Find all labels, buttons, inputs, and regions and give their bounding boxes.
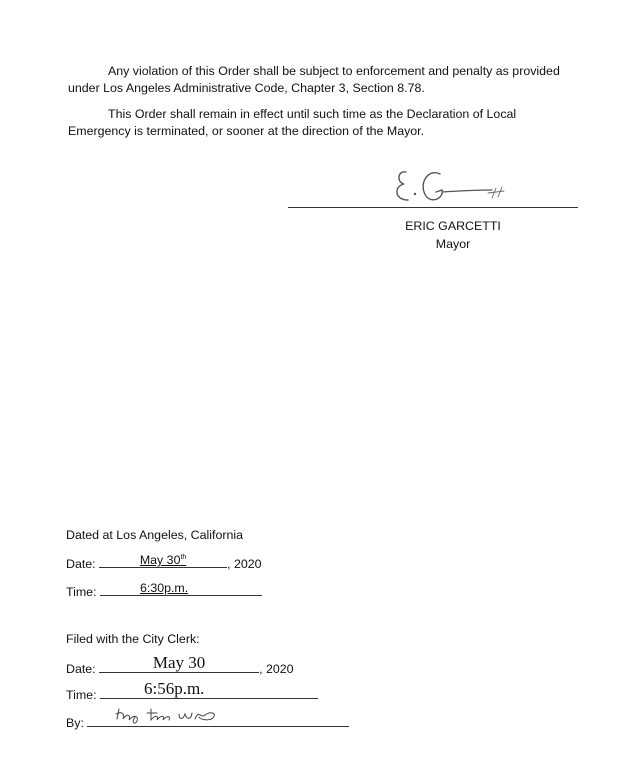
clerk-signature-image bbox=[113, 705, 225, 725]
filed-date-label: Date: bbox=[66, 662, 96, 676]
duration-paragraph bbox=[68, 106, 568, 140]
dated-time-value: 6:30p.m. bbox=[139, 581, 189, 595]
mayor-signature-block bbox=[288, 160, 580, 260]
filed-date-field bbox=[99, 653, 259, 673]
filed-heading: Filed with the City Clerk: bbox=[66, 632, 200, 646]
dated-date-field bbox=[99, 553, 227, 568]
dated-date-label: Date: bbox=[66, 557, 96, 571]
filed-by-row bbox=[66, 712, 349, 730]
duration-text: This Order shall remain in effect until such time as the Declaration of Local Emergency is terminated, or sooner at the direction of the Mayor. bbox=[68, 107, 517, 138]
violation-text: Any violation of this Order shall be subject to enforcement and penalty as provided under Los Angeles Administrative Code, Chapter 3, Section 8.78. bbox=[68, 64, 560, 95]
filed-time-label: Time: bbox=[66, 688, 97, 702]
signer-title: Mayor bbox=[435, 237, 471, 251]
filed-time-value: 6:56p.m. bbox=[143, 679, 205, 698]
dated-time-field bbox=[100, 581, 262, 596]
signer-name: ERIC GARCETTI bbox=[405, 219, 501, 233]
dated-date-row bbox=[66, 553, 262, 571]
signature-line bbox=[288, 207, 578, 208]
filed-date-value: May 30 bbox=[152, 653, 206, 672]
dated-date-value: May 30th bbox=[139, 553, 187, 567]
filed-year: , 2020 bbox=[259, 662, 294, 676]
dated-time-label: Time: bbox=[66, 585, 97, 599]
dated-time-row bbox=[66, 581, 262, 599]
dated-year: , 2020 bbox=[227, 557, 262, 571]
filed-time-row bbox=[66, 679, 318, 702]
filed-by-label: By: bbox=[66, 716, 84, 730]
violation-paragraph bbox=[68, 63, 568, 97]
mayor-signature-image bbox=[388, 160, 518, 210]
filed-time-field bbox=[100, 679, 318, 699]
filed-date-row bbox=[66, 653, 294, 676]
dated-heading: Dated at Los Angeles, California bbox=[66, 528, 244, 542]
filed-by-field bbox=[87, 712, 349, 727]
